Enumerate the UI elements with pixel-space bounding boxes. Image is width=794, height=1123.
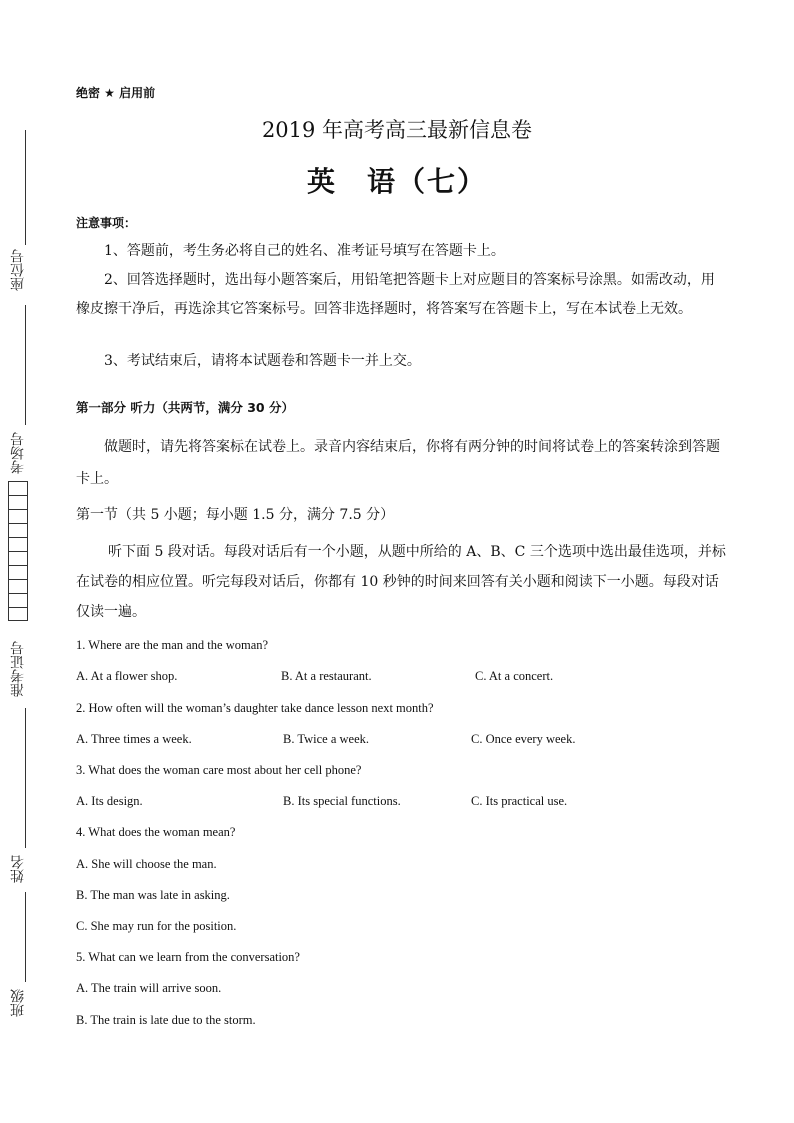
subject-title: 英 语（七） (306, 165, 487, 198)
question-3-stem: 3. What does the woman care most about her cell phone? (76, 763, 362, 777)
confidential-label: 绝密 ★ 启用前 (76, 86, 156, 100)
question-2-option-c[interactable]: C. Once every week. (471, 732, 576, 746)
question-4-option-a[interactable]: A. She will choose the man. (76, 857, 217, 871)
question-2-stem: 2. How often will the woman’s daughter take dance lesson next month? (76, 701, 434, 715)
question-3-option-a[interactable]: A. Its design. (76, 794, 143, 808)
name-label: 姓名 (10, 855, 26, 883)
question-2-option-a[interactable]: A. Three times a week. (76, 732, 192, 746)
binding-line (25, 708, 26, 848)
exam-title: 2019 年高考高三最新信息卷 (261, 118, 533, 142)
part1-instruction: 做题时，请先将答案标在试卷上。录音内容结束后，你将有两分钟的时间将试卷上的答案转涂到答题卡上。 (76, 439, 720, 487)
question-3-option-c[interactable]: C. Its practical use. (471, 794, 568, 808)
binding-line (25, 892, 26, 982)
section1-instruction: 听下面 5 段对话。每段对话后有一个小题，从题中所给的 A、B、C 三个选项中选出最佳选项，并标在试卷的相应位置。听完每段对话后，你都有 10 秒钟的时间来回答有关小题和阅读下一小题。每段对话仅读一遍。 (76, 544, 726, 620)
part1-heading: 第一部分 听力（共两节，满分 30 分） (76, 400, 294, 415)
exam-id-label: 准考证号 (10, 641, 26, 697)
question-1-option-a[interactable]: A. At a flower shop. (76, 669, 178, 683)
question-1-option-c[interactable]: C. At a concert. (475, 669, 554, 683)
exam-room-label: 考场号 (10, 432, 26, 474)
question-2-option-b[interactable]: B. Twice a week. (283, 732, 370, 746)
question-4-option-c[interactable]: C. She may run for the position. (76, 919, 237, 933)
question-5-option-a[interactable]: A. The train will arrive soon. (76, 981, 222, 995)
exam-id-boxes (8, 481, 28, 621)
question-4-option-b[interactable]: B. The man was late in asking. (76, 888, 230, 902)
question-4-stem: 4. What does the woman mean? (76, 825, 236, 839)
notice-item-1: 1、答题前，考生务必将自己的姓名、准考证号填写在答题卡上。 (104, 243, 505, 259)
question-5-option-b[interactable]: B. The train is late due to the storm. (76, 1013, 256, 1027)
section1-heading: 第一节（共 5 小题；每小题 1.5 分，满分 7.5 分） (76, 507, 395, 523)
question-1-stem: 1. Where are the man and the woman? (76, 638, 269, 652)
notice-heading: 注意事项： (76, 216, 137, 230)
question-5-stem: 5. What can we learn from the conversation? (76, 950, 300, 964)
question-1-option-b[interactable]: B. At a restaurant. (281, 669, 372, 683)
notice-item-2: 2、回答选择题时，选出每小题答案后，用铅笔把答题卡上对应题目的答案标号涂黑。如需改动，用橡皮擦干净后，再选涂其它答案标号。回答非选择题时，将答案写在答题卡上，写在本试卷上无效。 (76, 272, 715, 317)
question-3-option-b[interactable]: B. Its special functions. (283, 794, 401, 808)
binding-line (25, 305, 26, 425)
notice-item-3: 3、考试结束后，请将本试题卷和答题卡一并上交。 (104, 353, 421, 369)
seat-number-label: 座位号 (10, 249, 26, 291)
class-label: 班级 (10, 989, 26, 1017)
